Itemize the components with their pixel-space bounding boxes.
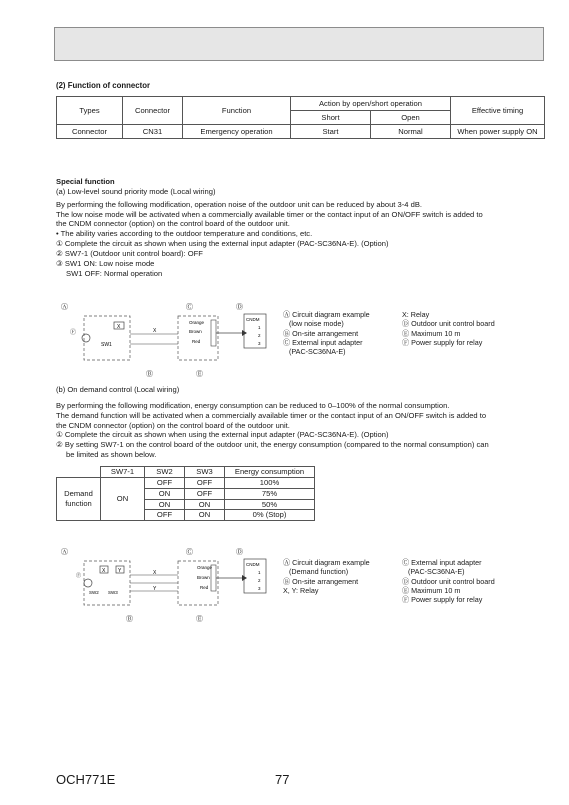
sw2-label: SW2 — [89, 590, 99, 595]
label-b: Ⓑ — [146, 371, 153, 378]
cell-energy: 100% — [225, 477, 315, 488]
pin-2-label: 2 — [258, 578, 261, 583]
legend-item: Ⓔ Maximum 10 m — [402, 586, 461, 596]
pin-1-label: 1 — [258, 570, 261, 575]
th-open: Open — [371, 111, 451, 125]
legend-item: Ⓐ Circuit diagram example — [283, 310, 370, 319]
wire-orange-label: Orange — [189, 320, 205, 325]
cell-connector: CN31 — [123, 125, 183, 139]
label-f: Ⓕ — [76, 573, 82, 579]
document-code: OCH771E — [56, 772, 116, 787]
cell-demand-label: Demand function — [57, 477, 101, 520]
connector-function-table — [56, 96, 545, 139]
label-e: Ⓔ — [196, 616, 203, 623]
cell-timing: When power supply ON — [451, 125, 545, 139]
ondemand-line: The demand function will be activated when a commercially available timer or the contact input of an ON/OFF switch is added to — [56, 410, 487, 420]
th-sw2: SW2 — [145, 467, 185, 478]
wire-orange-label: Orange — [197, 565, 213, 570]
label-a: Ⓐ — [61, 304, 68, 311]
legend-item: Ⓕ Power supply for relay — [402, 338, 483, 348]
cell-energy: 0% (Stop) — [225, 510, 315, 521]
pin-3-label: 3 — [258, 341, 261, 346]
label-d: Ⓓ — [236, 549, 243, 556]
wire-brown-label: Brown — [189, 329, 202, 334]
special-title: Special function — [56, 177, 115, 186]
relay-contact-label: X — [153, 328, 157, 334]
relay-y-label: Y — [118, 568, 122, 574]
th-action: Action by open/short operation — [291, 97, 451, 111]
ondemand-line: ② By setting SW7-1 on the control board of the outdoor unit, the energy consumption (compared to the normal consumption) can — [56, 440, 489, 450]
cell-sw3: ON — [185, 499, 225, 510]
table-row — [57, 477, 315, 488]
section-title: (2) Function of connector — [56, 81, 150, 90]
circuit-diagram-b-svg — [56, 545, 276, 627]
pin-2-label: 2 — [258, 333, 261, 338]
special-a-line: ③ SW1 ON: Low noise mode — [56, 258, 155, 268]
cell-sw3: OFF — [185, 488, 225, 499]
legend-item: Ⓒ External input adapter — [283, 338, 363, 348]
relay-y-contact-label: Y — [153, 586, 157, 592]
circuit-diagram-a — [56, 300, 276, 385]
label-f: Ⓕ — [70, 330, 77, 336]
relay-label: X — [117, 324, 121, 330]
special-a-line: By performing the following modification, operation noise of the outdoor unit can be reduced by about 3-4 dB. — [56, 199, 422, 209]
th-types: Types — [57, 97, 123, 125]
wire-brown-label: Brown — [197, 575, 210, 580]
legend-item: X: Relay — [402, 310, 430, 319]
relay-x-label: X — [102, 568, 106, 574]
legend-item: (PAC-SC36NA-E) — [408, 567, 465, 577]
circuit-diagram-a-svg — [56, 300, 276, 382]
label-c: Ⓒ — [186, 549, 193, 556]
cell-sw2: OFF — [145, 477, 185, 488]
th-connector: Connector — [123, 97, 183, 125]
header-bar — [54, 27, 544, 61]
circuit-diagram-b — [56, 545, 276, 630]
arrow-icon — [242, 575, 247, 581]
th-energy: Energy consumption — [225, 467, 315, 478]
cell-short: Start — [291, 125, 371, 139]
cell-energy: 75% — [225, 488, 315, 499]
cell-open: Normal — [371, 125, 451, 139]
legend-item: Ⓓ Outdoor unit control board — [402, 576, 495, 586]
sw3-label: SW3 — [108, 590, 118, 595]
special-a-line: the CNDM connector (option) on the control board of the outdoor unit. — [56, 219, 290, 229]
legend-item: (low noise mode) — [289, 319, 344, 329]
wire-red-label: Red — [192, 339, 201, 344]
demand-function-table — [56, 466, 315, 521]
pin-1-label: 1 — [258, 325, 261, 330]
cell-type: Connector — [57, 125, 123, 139]
cell-sw2: ON — [145, 488, 185, 499]
cell-sw3: ON — [185, 510, 225, 521]
legend-item: X, Y: Relay — [283, 586, 319, 596]
ondemand-line: By performing the following modification, energy consumption can be reduced to 0–100% of the normal consumption. — [56, 400, 450, 410]
special-a-line: SW1 OFF: Normal operation — [66, 268, 163, 278]
cell-sw2: OFF — [145, 510, 185, 521]
legend-item: Ⓔ Maximum 10 m — [402, 328, 461, 338]
cndm-label: CNDM — [246, 562, 260, 567]
onsite-box — [84, 561, 130, 605]
legend-item: Ⓓ Outdoor unit control board — [402, 319, 495, 329]
legend-item: Ⓑ On-site arrangement — [283, 576, 359, 586]
ondemand-line: be limited as shown below. — [66, 450, 157, 460]
special-a-line: ① Complete the circuit as shown when using the external input adapter (PAC-SC36NA-E). (Option) — [56, 239, 389, 249]
relay-x-contact-label: X — [153, 570, 157, 576]
legend-b-right — [402, 558, 495, 605]
wire-red-label: Red — [200, 585, 209, 590]
legend-item: (Demand function) — [289, 567, 349, 577]
cell-function: Emergency operation — [183, 125, 291, 139]
legend-b-left — [283, 558, 370, 595]
on-demand-section — [56, 385, 548, 460]
th-sw3: SW3 — [185, 467, 225, 478]
legend-item: Ⓒ External input adapter — [402, 558, 482, 567]
label-d: Ⓓ — [236, 304, 243, 311]
th-sw71: SW7-1 — [101, 467, 145, 478]
legend-item: Ⓑ On-site arrangement — [283, 328, 359, 338]
ondemand-line: the CNDM connector (option) on the control board of the outdoor unit. — [56, 420, 290, 430]
label-c: Ⓒ — [186, 304, 193, 311]
th-function: Function — [183, 97, 291, 125]
special-a-title: (a) Low-level sound priority mode (Local wiring) — [56, 186, 216, 196]
power-supply-icon — [82, 334, 90, 342]
power-supply-icon — [84, 579, 92, 587]
special-a-line: The low noise mode will be activated when a commercially available timer or the contact input of an ON/OFF switch is added to — [56, 209, 483, 219]
ondemand-line: ① Complete the circuit as shown when using the external input adapter (PAC-SC36NA-E). (Option) — [56, 430, 389, 440]
ondemand-title: (b) On demand control (Local wiring) — [56, 385, 180, 394]
legend-a-right — [402, 310, 495, 347]
cell-sw3: OFF — [185, 477, 225, 488]
legend-a-left — [283, 310, 370, 357]
cndm-label: CNDM — [246, 317, 260, 322]
legend-item: (PAC-SC36NA-E) — [289, 347, 346, 357]
special-a-line: • The ability varies according to the outdoor temperature and conditions, etc. — [56, 229, 313, 239]
label-b: Ⓑ — [126, 616, 133, 623]
pin-3-label: 3 — [258, 586, 261, 591]
cell-energy: 50% — [225, 499, 315, 510]
adapter-connector — [211, 320, 216, 346]
onsite-box — [84, 316, 130, 360]
special-a-line: ② SW7-1 (Outdoor unit control board): OFF — [56, 249, 203, 259]
label-a: Ⓐ — [61, 549, 68, 556]
cell-sw71: ON — [101, 477, 145, 520]
sw1-label: SW1 — [101, 342, 112, 348]
legend-item: Ⓕ Power supply for relay — [402, 595, 483, 605]
label-e: Ⓔ — [196, 371, 203, 378]
special-function-section — [56, 177, 548, 279]
table-row — [57, 125, 545, 139]
page-number: 77 — [275, 772, 290, 787]
legend-item: Ⓐ Circuit diagram example — [283, 558, 370, 567]
arrow-icon — [242, 330, 247, 336]
th-short: Short — [291, 111, 371, 125]
th-timing: Effective timing — [451, 97, 545, 125]
cell-sw2: ON — [145, 499, 185, 510]
